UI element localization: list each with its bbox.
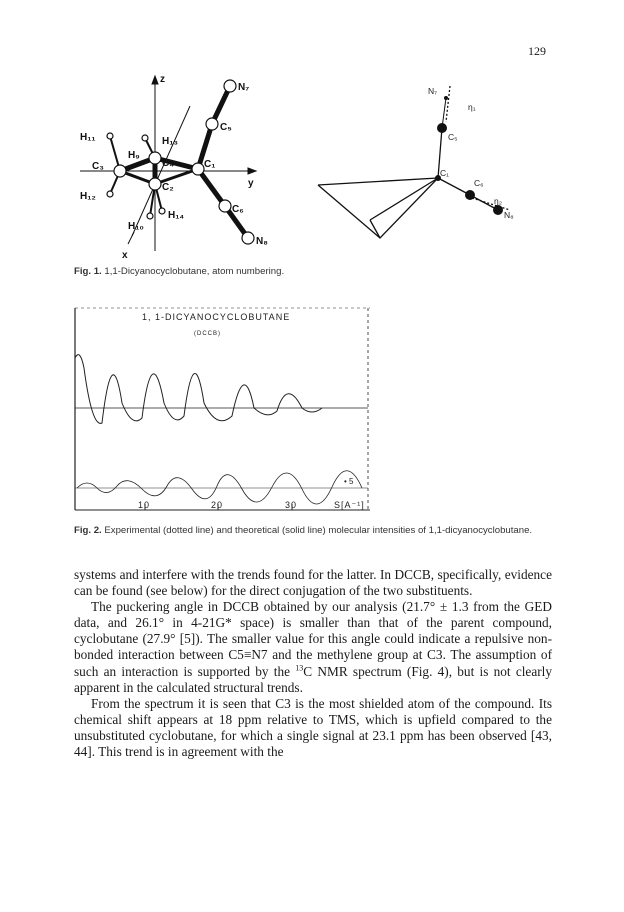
fig2-caption-label: Fig. 2.: [74, 525, 102, 536]
fig1-caption-label: Fig. 1.: [74, 266, 102, 277]
svg-text:x: x: [122, 250, 128, 261]
fig2-caption-text: Experimental (dotted line) and theoretical (solid line) molecular intensities of 1,1-dicyanocyclobutane.: [104, 525, 533, 536]
svg-text:N₈: N₈: [256, 236, 268, 247]
svg-text:y: y: [248, 178, 254, 189]
svg-text:N₇: N₇: [238, 82, 250, 93]
body-text: [74, 567, 552, 760]
fig2-scale-marker: • 5: [344, 477, 354, 486]
svg-text:C₃: C₃: [92, 161, 104, 172]
svg-text:N₈: N₈: [504, 210, 514, 220]
svg-text:z: z: [160, 74, 165, 85]
fig1-ortep-diagram: [70, 66, 300, 266]
svg-text:C₁: C₁: [440, 168, 450, 178]
fig2-tick-20: 20: [211, 500, 224, 510]
svg-text:H₁₃: H₁₃: [162, 136, 178, 147]
fig2-tick-10: 10: [138, 500, 151, 510]
fig2-title: 1, 1-DICYANOCYCLOBUTANE: [142, 312, 291, 322]
svg-text:C₅: C₅: [220, 122, 232, 133]
svg-text:H₁₄: H₁₄: [168, 210, 185, 221]
svg-text:H₁₂: H₁₂: [80, 191, 96, 202]
fig1-side-view-diagram: [310, 80, 560, 240]
svg-text:H₁₀: H₁₀: [128, 221, 144, 232]
fig2-intensity-plot: [72, 298, 372, 513]
svg-text:η₂: η₂: [494, 196, 503, 206]
svg-text:C₆: C₆: [232, 204, 244, 215]
svg-text:N₇: N₇: [428, 86, 438, 96]
page-number: 129: [528, 44, 546, 58]
svg-text:C₁: C₁: [204, 159, 216, 170]
svg-text:C₂: C₂: [162, 182, 174, 193]
paragraph-2: The puckering angle in DCCB obtained by our analysis (21.7° ± 1.3 from the GED data, and 26.1° in 4-21G* space) is smaller than that of the parent compound, cyclobutane (27.9° [5]). The smaller value for this angle could indicate a repulsive non-bonded interaction between C5≡N7 and the methylene group at C3. The assumption of such an interaction is supported by the $^{13}$C NMR spectrum (Fig. 4), but is not clearly apparent in the calculated structural trends.: [74, 599, 552, 695]
svg-text:H₁₁: H₁₁: [80, 132, 96, 143]
svg-text:η₁: η₁: [468, 102, 476, 112]
paragraph-3: From the spectrum it is seen that C3 is the most shielded atom of the compound. Its chemical shift appears at 18 ppm relative to TMS, which is upfield compared to the unsubstituted cyclobutane, for which a single signal at 23.1 ppm has been observed [43, 44]. This trend is in agreement with the: [74, 695, 552, 760]
paragraph-1: systems and interfere with the trends found for the latter. In DCCB, specifically, evidence can be found (see below) for the direct conjugation of the two substituents.: [74, 567, 552, 599]
fig1-caption: [74, 266, 552, 279]
fig2-tick-30: 30: [285, 500, 298, 510]
svg-text:C₆: C₆: [474, 178, 484, 188]
fig2-caption: [74, 525, 552, 538]
fig1-caption-text: 1,1-Dicyanocyclobutane, atom numbering.: [104, 266, 285, 277]
svg-text:C₄: C₄: [162, 158, 174, 169]
fig2-x-unit: S[A⁻¹]: [334, 500, 365, 510]
svg-text:C₅: C₅: [448, 132, 458, 142]
svg-text:H₉: H₉: [128, 150, 140, 161]
fig2-subtitle: (DCCB): [194, 331, 221, 337]
